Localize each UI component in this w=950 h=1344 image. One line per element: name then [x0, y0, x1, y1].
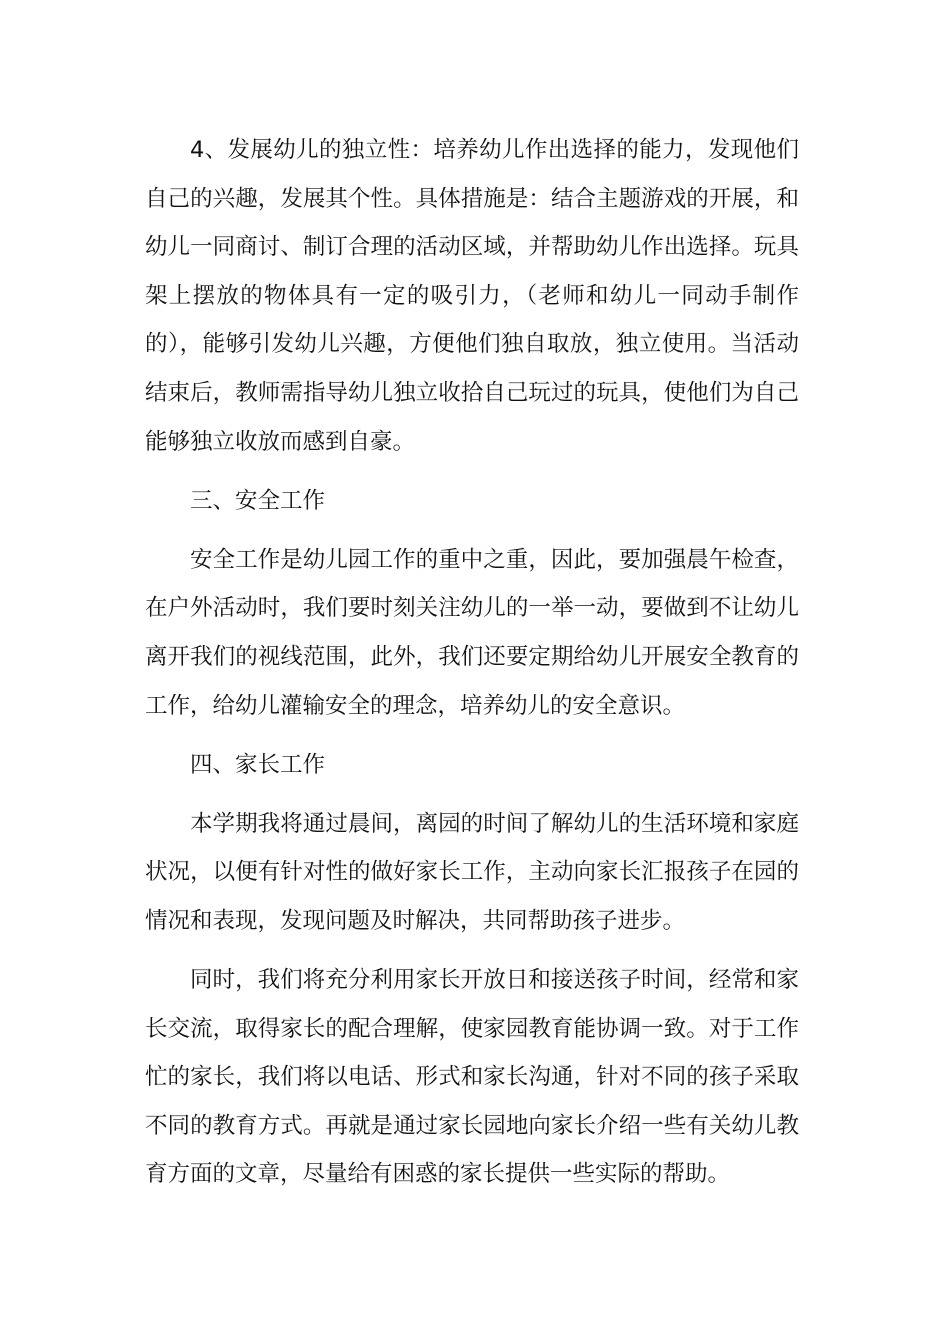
paragraph-independence: 4、发展幼儿的独立性：培养幼儿作出选择的能力，发现他们自己的兴趣，发展其个性。具体措施是：结合主题游戏的开展，和幼儿一同商讨、制订合理的活动区域，并帮助幼儿作出选择。玩具架上摆放的物体具有一定的吸引力，（老师和幼儿一同动手制作的），能够引发幼儿兴趣，方便他们独自取放，独立使用。当活动结束后，教师需指导幼儿独立收拾自己玩过的玩具，使他们为自己能够独立收放而感到自豪。 [145, 137, 799, 455]
paragraph-safety: 安全工作是幼儿园工作的重中之重，因此，要加强晨午检查，在户外活动时，我们要时刻关注幼儿的一举一动，要做到不让幼儿离开我们的视线范围，此外，我们还要定期给幼儿开展安全教育的工作，给幼儿灌输安全的理念，培养幼儿的安全意识。 [145, 546, 799, 719]
section-heading-parents: 四、家长工作 [190, 751, 326, 778]
paragraph-parents-1: 本学期我将通过晨间，离园的时间了解幼儿的生活环境和家庭状况，以便有针对性的做好家长工作，主动向家长汇报孩子在园的情况和表现，发现问题及时解决，共同帮助孩子进步。 [145, 810, 799, 934]
section-heading-safety: 三、安全工作 [190, 487, 326, 514]
document-page [145, 126, 799, 1209]
paragraph-parents-2: 同时，我们将充分利用家长开放日和接送孩子时间，经常和家长交流，取得家长的配合理解，使家园教育能协调一致。对于工作忙的家长，我们将以电话、形式和家长沟通，针对不同的孩子采取不同的教育方式。再就是通过家长园地向家长介绍一些有关幼儿教育方面的文章，尽量给有困惑的家长提供一些实际的帮助。 [145, 967, 799, 1188]
